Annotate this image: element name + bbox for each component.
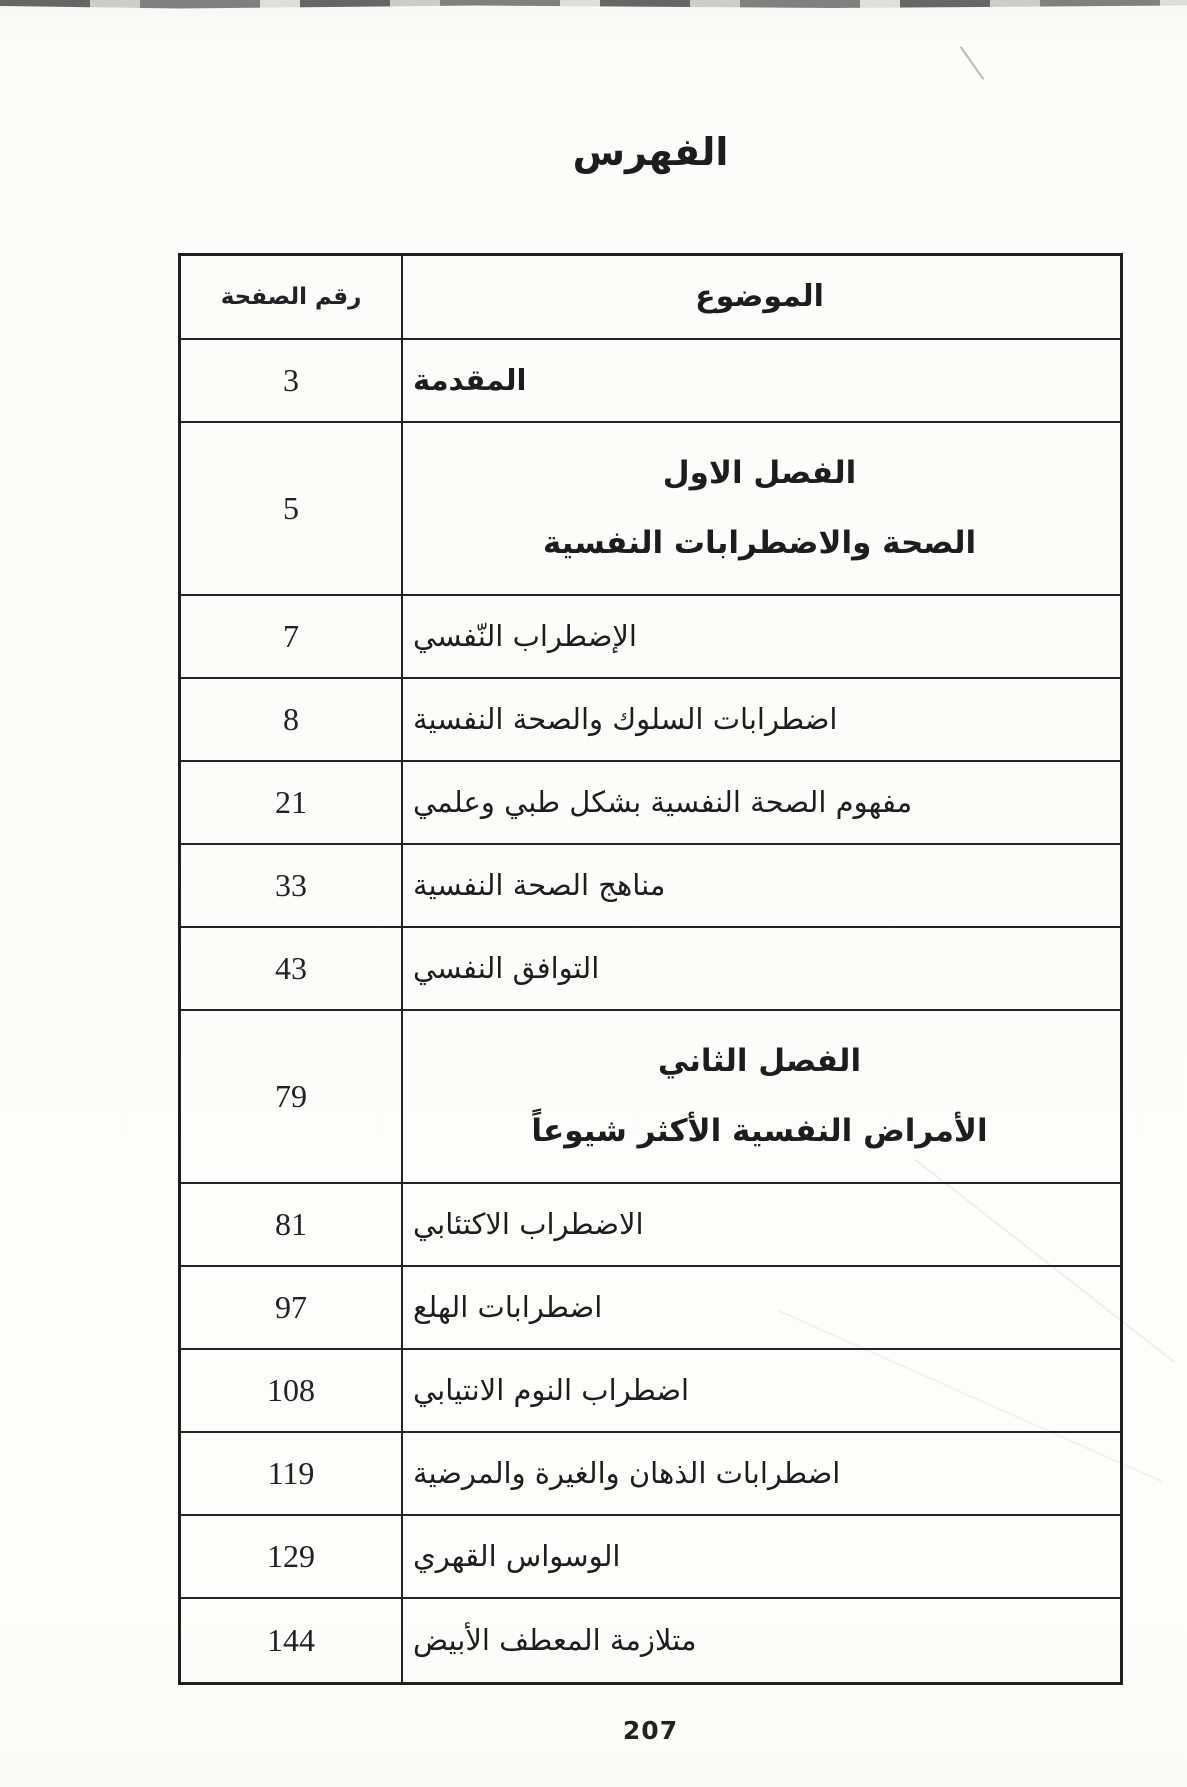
toc-row-subject-text: التوافق النفسي [413,951,600,986]
page-title: الفهرس [572,130,729,174]
toc-row [181,1184,1120,1267]
toc-row-subject [403,1599,1120,1682]
toc-row-subject-text: الاضطراب الاكتئابي [413,1207,644,1242]
toc-table [178,253,1123,1685]
chapter-title-line: الأمراض النفسية الأكثر شيوعاً [531,1113,988,1150]
toc-row-page-number: 5 [181,423,403,594]
toc-row [181,762,1120,845]
toc-rows-container [181,340,1120,1682]
toc-row [181,1516,1120,1599]
toc-row-page-number: 97 [181,1267,403,1348]
toc-row-subject [403,762,1120,843]
toc-row-page-number: 144 [181,1599,403,1682]
chapter-title-line: الفصل الاول [662,455,857,492]
toc-row [181,679,1120,762]
toc-row-page-number: 33 [181,845,403,926]
toc-row [181,1267,1120,1350]
toc-row-page-number: 79 [181,1011,403,1182]
column-header-subject: الموضوع [695,279,824,315]
column-header-page-number: رقم الصفحة [181,256,403,338]
footer-page-number: 207 [622,1716,679,1745]
toc-row-subject [403,1011,1120,1182]
chapter-title-line: الفصل الثاني [657,1043,862,1080]
toc-row-subject [403,1350,1120,1431]
toc-row-page-number: 21 [181,762,403,843]
toc-row-subject-text: اضطرابات الهلع [413,1290,603,1325]
toc-row [181,423,1120,596]
toc-row-subject-text: مفهوم الصحة النفسية بشكل طبي وعلمي [413,785,913,820]
toc-row-page-number: 7 [181,596,403,677]
toc-row-subject [403,845,1120,926]
toc-row-subject [403,1433,1120,1514]
toc-row-subject [403,1516,1120,1597]
toc-header-row [181,256,1120,340]
toc-row [181,1433,1120,1516]
toc-row-subject [403,1184,1120,1265]
toc-row-page-number: 119 [181,1433,403,1514]
toc-row [181,1599,1120,1682]
toc-row-page-number: 43 [181,928,403,1009]
toc-row-page-number: 81 [181,1184,403,1265]
toc-row-subject-text: اضطرابات الذهان والغيرة والمرضية [413,1456,841,1491]
chapter-title-line: الصحة والاضطرابات النفسية [542,525,977,562]
scan-scratch-artifact [960,46,985,80]
toc-row-subject-text: متلازمة المعطف الأبيض [413,1623,697,1658]
toc-row-subject-text: اضطراب النوم الانتيابي [413,1373,690,1408]
toc-row-subject-text: مناهج الصحة النفسية [413,868,666,903]
toc-row [181,596,1120,679]
toc-row-subject [403,928,1120,1009]
scan-edge-artifact [0,0,1187,10]
toc-row-page-number: 8 [181,679,403,760]
toc-row [181,340,1120,423]
toc-row [181,845,1120,928]
toc-row-subject-text: المقدمة [413,363,527,398]
toc-row-subject [403,1267,1120,1348]
toc-row [181,1011,1120,1184]
toc-row-page-number: 129 [181,1516,403,1597]
toc-row-subject-text: الإضطراب النّفسي [413,619,637,654]
toc-row-subject-text: الوسواس القهري [413,1539,621,1574]
toc-row-subject [403,340,1120,421]
toc-row-subject [403,679,1120,760]
toc-row-subject [403,596,1120,677]
toc-row-subject [403,423,1120,594]
toc-row-page-number: 108 [181,1350,403,1431]
toc-row-page-number: 3 [181,340,403,421]
toc-row [181,1350,1120,1433]
toc-row [181,928,1120,1011]
toc-row-subject-text: اضطرابات السلوك والصحة النفسية [413,702,838,737]
